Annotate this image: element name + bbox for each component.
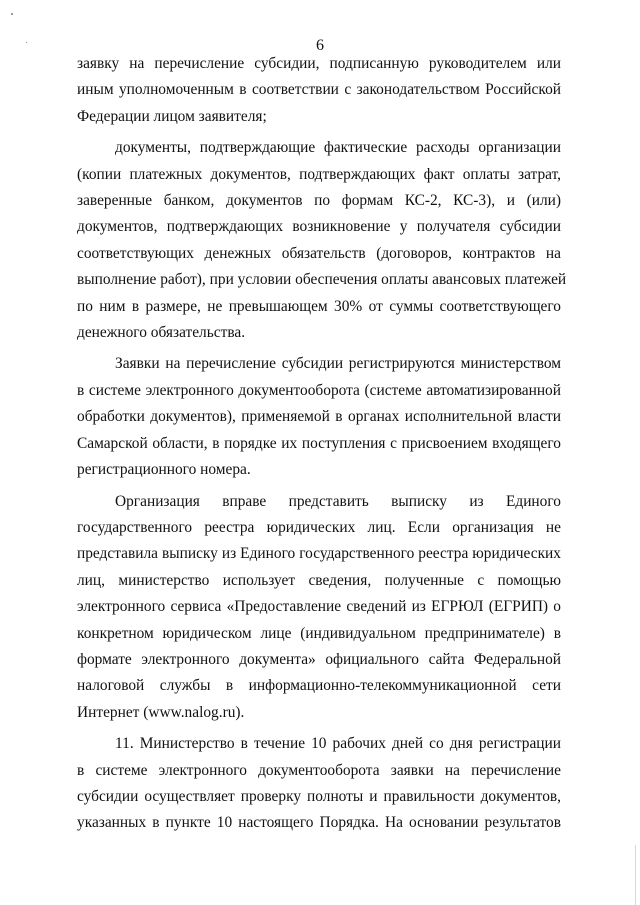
scan-speck xyxy=(11,13,13,15)
text-line: лиц, министерство использует сведения, полученные с помощью xyxy=(77,571,561,589)
text-line: Заявки на перечисление субсидии регистрируются министерством xyxy=(115,355,561,373)
text-line: иным уполномоченным в соответствии с законодательством Российской xyxy=(77,81,561,99)
text-line: выполнение работ), при условии обеспечения оплаты авансовых платежей xyxy=(77,271,567,289)
text-line: Интернет (www.nalog.ru). xyxy=(77,703,245,721)
text-line: обработки документов), применяемой в органах исполнительной власти xyxy=(77,408,561,426)
text-line: налоговой службы в информационно-телекоммуникационной сети xyxy=(77,677,561,695)
scan-edge xyxy=(635,845,636,905)
paragraph xyxy=(77,135,567,346)
text-line: представила выписку из Единого государственного реестра юридических xyxy=(77,545,561,563)
paragraph xyxy=(77,489,561,727)
text-line: электронного сервиса «Предоставление сведений из ЕГРЮЛ (ЕГРИП) о xyxy=(77,598,561,616)
document-body xyxy=(77,51,567,837)
text-line: 11. Министерство в течение 10 рабочих дней со дня регистрации xyxy=(115,735,561,753)
paragraph xyxy=(77,731,561,837)
text-line: (копии платежных документов, подтверждающих факт оплаты затрат, xyxy=(77,165,561,183)
text-line: документы, подтверждающие фактические расходы организации xyxy=(115,139,561,157)
text-line: Федерации лицом заявителя; xyxy=(77,107,267,125)
text-line: конкретном юридическом лице (индивидуальном предпринимателе) в xyxy=(77,624,561,642)
text-line: соответствующих денежных обязательств (договоров, контрактов на xyxy=(77,244,561,262)
text-line: государственного реестра юридических лиц. Если организация не xyxy=(77,518,561,536)
text-line: указанных в пункте 10 настоящего Порядка. На основании результатов xyxy=(77,814,561,832)
paragraph xyxy=(77,351,561,483)
text-line: в системе электронного документооборота заявки на перечисление xyxy=(77,761,561,779)
text-line: формате электронного документа» официального сайта Федеральной xyxy=(77,650,561,668)
text-line: заявку на перечисление субсидии, подписанную руководителем или xyxy=(77,55,561,72)
text-line: документов, подтверждающих возникновение у получателя субсидии xyxy=(77,218,561,236)
text-line: денежного обязательства. xyxy=(77,324,246,342)
paragraph xyxy=(77,51,561,130)
text-line: регистрационного номера. xyxy=(77,461,251,479)
text-line: субсидии осуществляет проверку полноты и правильности документов, xyxy=(77,787,561,805)
text-line: заверенные банком, документов по формам КС-2, КС-3), и (или) xyxy=(77,192,561,210)
scan-speck xyxy=(26,42,27,43)
text-line: по ним в размере, не превышающем 30% от суммы соответствующего xyxy=(77,297,561,315)
text-line: Самарской области, в порядке их поступления с присвоением входящего xyxy=(77,434,561,452)
page-number: 6 xyxy=(316,37,324,54)
text-line: в системе электронного документооборота (системе автоматизированной xyxy=(77,381,561,399)
text-line: Организация вправе представить выписку из Единого xyxy=(115,492,561,510)
